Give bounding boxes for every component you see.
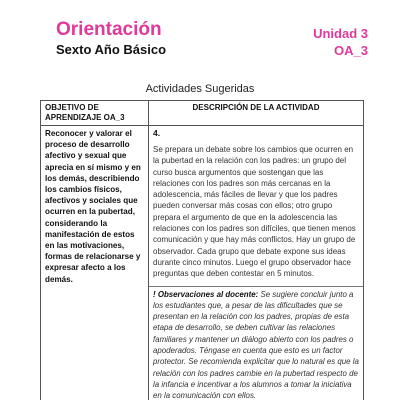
- section-title: Actividades Sugeridas: [145, 83, 255, 95]
- teacher-observations: [153, 289, 359, 400]
- observations-text: Se sugiere concluir junto a los estudiantes que, a pesar de las dificultades que se presentan en la relación con los padres, propias de esta etapa de desarrollo, se deben cultivar las relaciones familiares y mantener un diálogo abierto con los padres o apoderados. Téngase en cuenta que esto es un factor protector. Se recomienda explicitar que lo natural es que la relación con los padres cambie en la pubertad respecto de la infancia e incentivar a los alumnos a tomar la iniciativa en la comunicación con ellos.: [153, 289, 359, 400]
- observations-lead: ! Observaciones al docente:: [153, 289, 259, 299]
- objective-column-header: OBJETIVO DE APRENDIZAJE OA_3: [41, 101, 149, 126]
- objective-code: OA_3: [334, 43, 368, 58]
- observations-divider: [149, 286, 363, 287]
- table-row: [41, 126, 364, 400]
- description-column-header: DESCRIPCIÓN DE LA ACTIVIDAD: [149, 101, 364, 126]
- activity-number: 4.: [153, 128, 161, 138]
- activities-table: [40, 100, 364, 400]
- document-title: Orientación: [56, 19, 162, 40]
- document-subtitle: Sexto Año Básico: [56, 42, 167, 57]
- activity-description: Se prepara un debate sobre los cambios que ocurren en la pubertad en la relación con los padres: un grupo del curso busca argumentos que sostengan que las relaciones con los padres son más cercanas en la adolescencia, más fáciles de llevar y que los padres pueden conversar más cosas con ellos; otro grupo prepara el argumento de que en la adolescencia las relaciones con los padres son difíciles, que tienen menos comunicación y que hay más conflictos. Hay un grupo de observador. Cada grupo que debate expone sus ideas durante cinco minutos. Luego el grupo observador hace preguntas que deben contestar en 5 minutos.: [153, 145, 356, 279]
- unit-label: Unidad 3: [313, 26, 368, 41]
- objective-cell: Reconocer y valorar el proceso de desarrollo afectivo y sexual que aprecia en sí mismo y en los demás, describiendo los cambios físicos, afectivos y sociales que ocurren en la pubertad, considerando la manifestación de estos en las motivaciones, formas de relacionarse y expresar afecto a los demás.: [41, 126, 149, 400]
- description-cell: [149, 126, 364, 400]
- table-header-row: [41, 101, 364, 126]
